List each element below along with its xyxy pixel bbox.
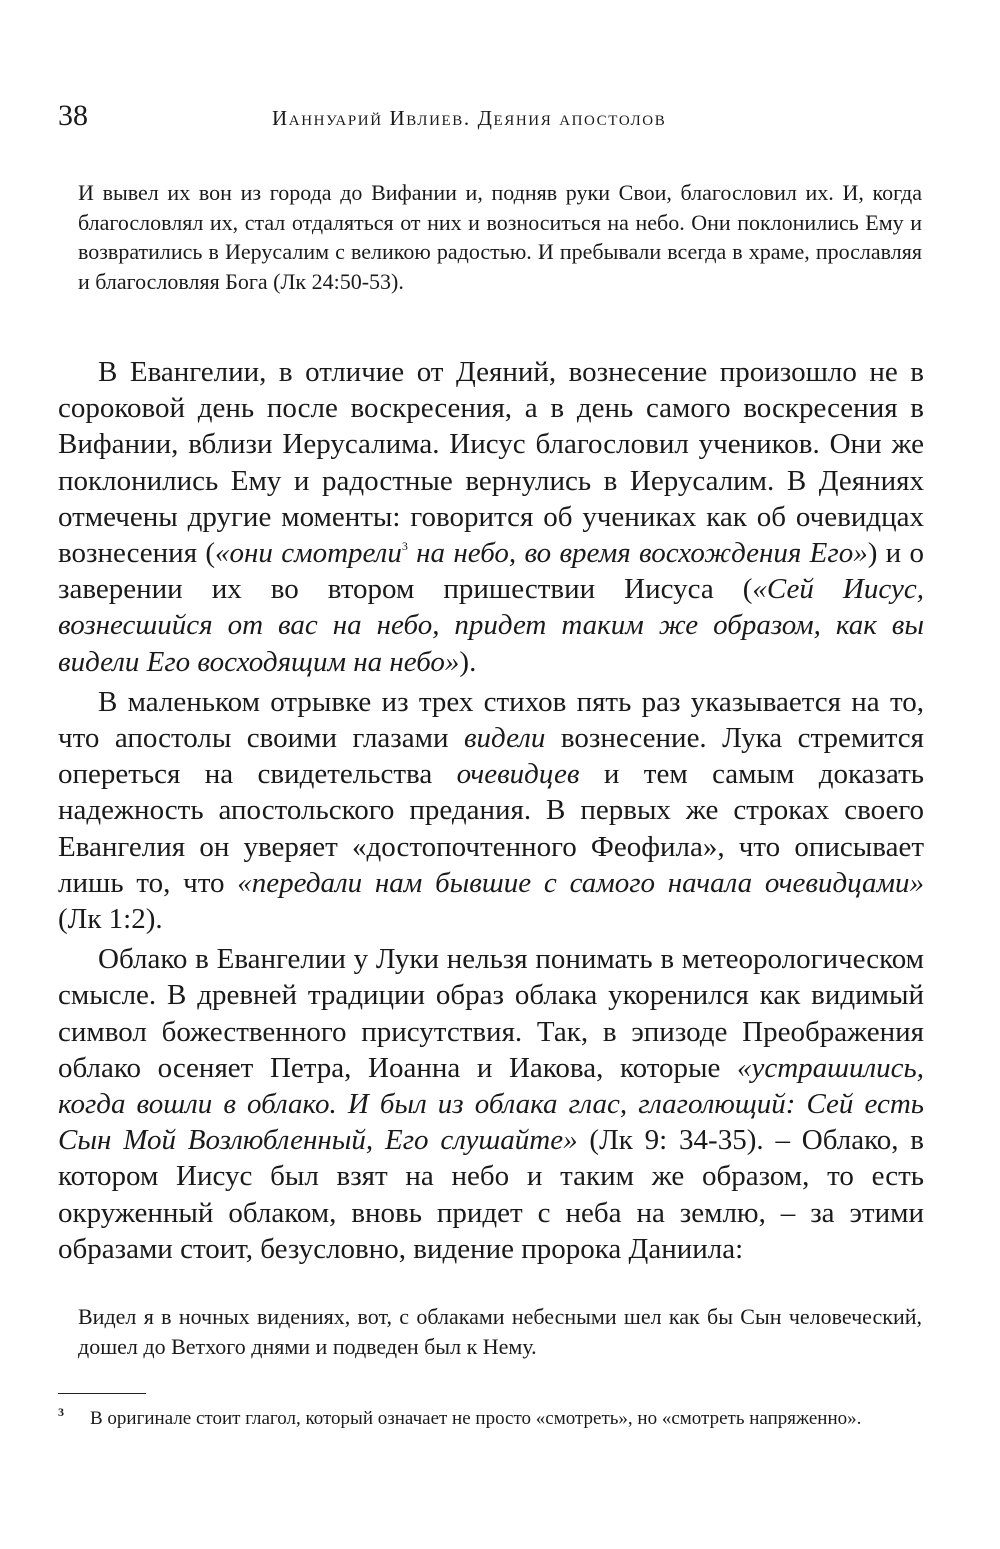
paragraph-cloud: Облако в Евангелии у Луки нельзя понимать в метеорологическом смысле. В древней традиции образ облака укоренился как видимый символ божественного присутствия. Так, в эпизоде Преображения облако осеняет Петра, Иоанна и Иакова, которые «устрашились, когда вошли в облако. И был из облака глас, глаголющий: Сей есть Сын Мой Возлюбленный, Его слушайте» (Лк 9: 34-35). – Облако, в котором Иисус был взят на небо и таким же образом, то есть окруженный облаком, вновь придет с неба на землю, – за этими образами стоит, безусловно, видение пророка Даниила: xyxy=(58,943,924,1265)
paragraph-ascension: В Евангелии, в отличие от Деяний, вознесение произошло не в сороковой день после воскресения, а в день самого воскресения в Вифании, вблизи Иерусалима. Иисус благословил учеников. Они же поклонились Ему и радостные вернулись в Иерусалим. В Деяниях отмечены другие моменты: говорится об учениках как об очевидцах вознесения («они смотрели$^3$ на небо, во время восхождения Его») и о заверении их во втором пришествии Иисуса («Сей Иисус, вознесшийся от вас на небо, придет таким же образом, как вы видели Его восходящим на небо»). xyxy=(58,356,924,678)
running-title: Ианнуарий Ивлиев. Деяния апостолов xyxy=(272,106,667,130)
block-quote-daniel: Видел я в ночных видениях, вот, с облаками небесными шел как бы Сын человеческий, дошел до Ветхого днями и подведен был к Нему. xyxy=(78,1304,922,1359)
footnote-number: 3 xyxy=(58,1405,64,1419)
quote-transfiguration: «устрашились, когда вошли в облако. И был из облака глас, глаголющий: Сей есть Сын Мой Возлюбленный, Его слушайте» xyxy=(58,1051,924,1157)
quote-this-jesus: «Сей Иисус, вознесшийся от вас на небо, придет таким же образом, как вы видели Его восходящим на небо» xyxy=(58,573,924,678)
quote-they-watched: «они смотрели xyxy=(215,537,402,570)
footnote-ref[interactable]: 3 xyxy=(401,539,408,554)
footnote xyxy=(58,1404,924,1433)
quote-delivered-to-us: «передали нам бывшие с самого начала очевидцами» xyxy=(237,866,924,899)
paragraph-eyewitnesses: В маленьком отрывке из трех стихов пять раз указывается на то, что апостолы своими глазами видели вознесение. Лука стремится опереться на свидетельства очевидцев и тем самым доказать надежность апостольского предания. В первых же строках своего Евангелия он уверяет «достопочтенного Феофила», что описывает лишь то, что «передали нам бывшие с самого начала очевидцами» (Лк 1:2). xyxy=(58,685,925,936)
footnote-text: В оригинале стоит глагол, который означает не просто «смотреть», но «смотреть напряженно». xyxy=(90,1408,862,1429)
page-number: 38 xyxy=(58,99,88,132)
block-quote-luke: И вывел их вон из города до Вифании и, подняв руки Свои, благословил их. И, когда благословлял их, стал отдаляться от них и возноситься на небо. Они поклонились Ему и возвратились в Иерусалим с великою радостью. И пребывали всегда в храме, прославляя и благословляя Бога (Лк 24:50-53). xyxy=(78,180,922,294)
main-text xyxy=(58,354,924,1267)
running-head xyxy=(58,98,928,138)
quote-they-watched-cont: на небо, во время восхождения Его» xyxy=(407,537,868,570)
footnote-divider xyxy=(58,1393,146,1394)
